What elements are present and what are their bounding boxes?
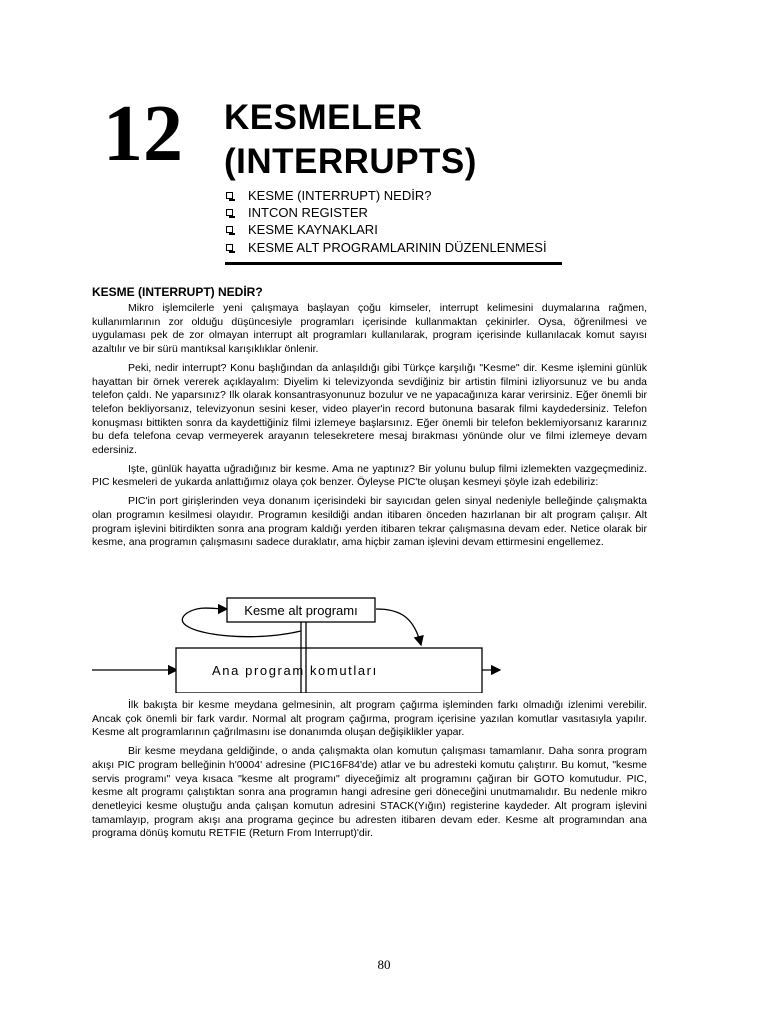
paragraph: Işte, günlük hayatta uğradığınız bir kesme. Ama ne yaptınız? Bir yolunu bulup filmi izlemekten vazgeçmediniz. PIC kesmeleri de yukarda anlattığımız olaya çok benzer. Öyleyse PIC'te oluşan kesmeyi şöyle izah edebiliriz:: [92, 462, 647, 489]
header-divider: [225, 262, 562, 265]
paragraph: Mikro işlemcilerle yeni çalışmaya başlayan çoğu kimseler, interrupt kelimesini duymalarına rağmen, kullanımlarının zor olduğu düşüncesiyle programları içerisinde kullanmaktan çekinirler. Oysa, öğrenilmesi ve uygulaması pek de zor olmayan interrupt alt programları kullanılarak, program içerisinde kullanılacak komut sayısı azaltılır ve bir sürü mantıksal karışıklıklar önlenir.: [92, 302, 647, 356]
chapter-title-line1: KESMELER: [224, 98, 423, 137]
chapter-title: [224, 96, 477, 184]
main-program-label: Ana program komutları: [212, 663, 378, 678]
checkbox-bullet-icon: [226, 209, 233, 216]
return-arrow: [376, 609, 421, 645]
topic-item: [225, 204, 547, 221]
checkbox-bullet-icon: [226, 244, 233, 251]
checkbox-bullet-icon: [226, 226, 233, 233]
interrupt-flow-diagram: [92, 591, 502, 693]
chapter-topic-list: [225, 187, 547, 256]
topic-label: KESME ALT PROGRAMLARININ DÜZENLENMESİ: [248, 239, 547, 255]
paragraph: PIC'in port girişlerinden veya donanım içerisindeki bir sayıcıdan gelen sinyal nedeniyle belleğinde çalışmakta olan programın kesilmesi olayıdır. Programın kesildiği andan itibaren önceden hazırlanan bir alt program çalışır. Alt program işlevini bitirdikten sonra ana program kaldığı yerden itibaren tekrar çalışmasına devam eder. Netice olarak bir kesme, ana programın çalışmasını sadece duraklatır, ama hiçbir zaman işlevini devam ettirmesini engellemez.: [92, 495, 647, 549]
paragraph: Bir kesme meydana geldiğinde, o anda çalışmakta olan komutun çalışması tamamlanır. Daha sonra program akışı PIC program belleğinin h'0004' adresine (PIC16F84'de) atlar ve bu adresteki komutu çalıştırır. Bu komut, "kesme servis programı" veya kısaca "kesme alt programı" diyeceğimiz alt programını çağıran bir GOTO komutudur. PIC, kesme alt programı çalıştıktan sonra ana programın hangi adresine geri döneceğini unutmamalıdır. Bu nedenle mikro denetleyici kesme oluştuğu anda çalışan komutun adresini STACK(Yığın) registerine kaydeder. Alt program işlevini tamamlayıp, program akışı ana programa geçince bu adresten itibaren devam eder. Kesme alt programından ana programa dönüş komutu RETFIE (Return From Interrupt)'dir.: [92, 745, 647, 840]
topic-item: [225, 221, 547, 238]
paragraph: Peki, nedir interrupt? Konu başlığından da anlaşıldığı gibi Türkçe karşılığı "Kesme" dir. Kesme işlemini günlük hayattan bir örnek vererek açıklayalım: Diyelim ki televizyonda sevdiğiniz bir artistin filmini izliyorsunuz ve bu anda telefon çaldı. Ne yaparsınız? Ilk olarak konsantrasyonunuz bozulur ve ne yapacağınıza karar verirsiniz. Eğer önemli bir telefon bekliyorsanız, televizyonun sesini keser, video player'in record butonuna basarak filmi kaydedersiniz. Telefon konuşması bittikten sonra da kaydettiğiniz filmi izlemeye başlarsınız. Eğer önemli bir telefon beklemiyorsanız kararınız bu defa telefona cevap vermeyerek arayanın telesekretere mesaj bırakması yönünde olur ve filmi izlemeye devam edersiniz.: [92, 361, 647, 457]
topic-label: INTCON REGISTER: [248, 205, 368, 221]
body-text-after-figure: [92, 699, 647, 846]
topic-item: [225, 239, 547, 256]
topic-label: KESME (INTERRUPT) NEDİR?: [248, 188, 432, 203]
page-number: 80: [377, 957, 391, 972]
section-heading: KESME (INTERRUPT) NEDİR?: [92, 285, 263, 299]
topic-item: [225, 187, 547, 204]
subroutine-label: Kesme alt programı: [244, 603, 358, 618]
topic-label: KESME KAYNAKLARI: [248, 222, 378, 238]
chapter-title-line2: (INTERRUPTS): [224, 142, 477, 181]
chapter-number: 12: [103, 90, 183, 178]
checkbox-bullet-icon: [226, 192, 233, 199]
body-text-before-figure: [92, 302, 647, 555]
paragraph: İlk bakışta bir kesme meydana gelmesinin, alt program çağırma işleminden farkı olmadığı izlenimi verebilir. Ancak çok önemli bir fark vardır. Normal alt program çağırma, program içerisine yazılan komutlar vasıtasıyla yapılır. Kesme alt programlarının çağrılmasını ise donanımda oluşan değişiklikler yapar.: [92, 699, 647, 739]
